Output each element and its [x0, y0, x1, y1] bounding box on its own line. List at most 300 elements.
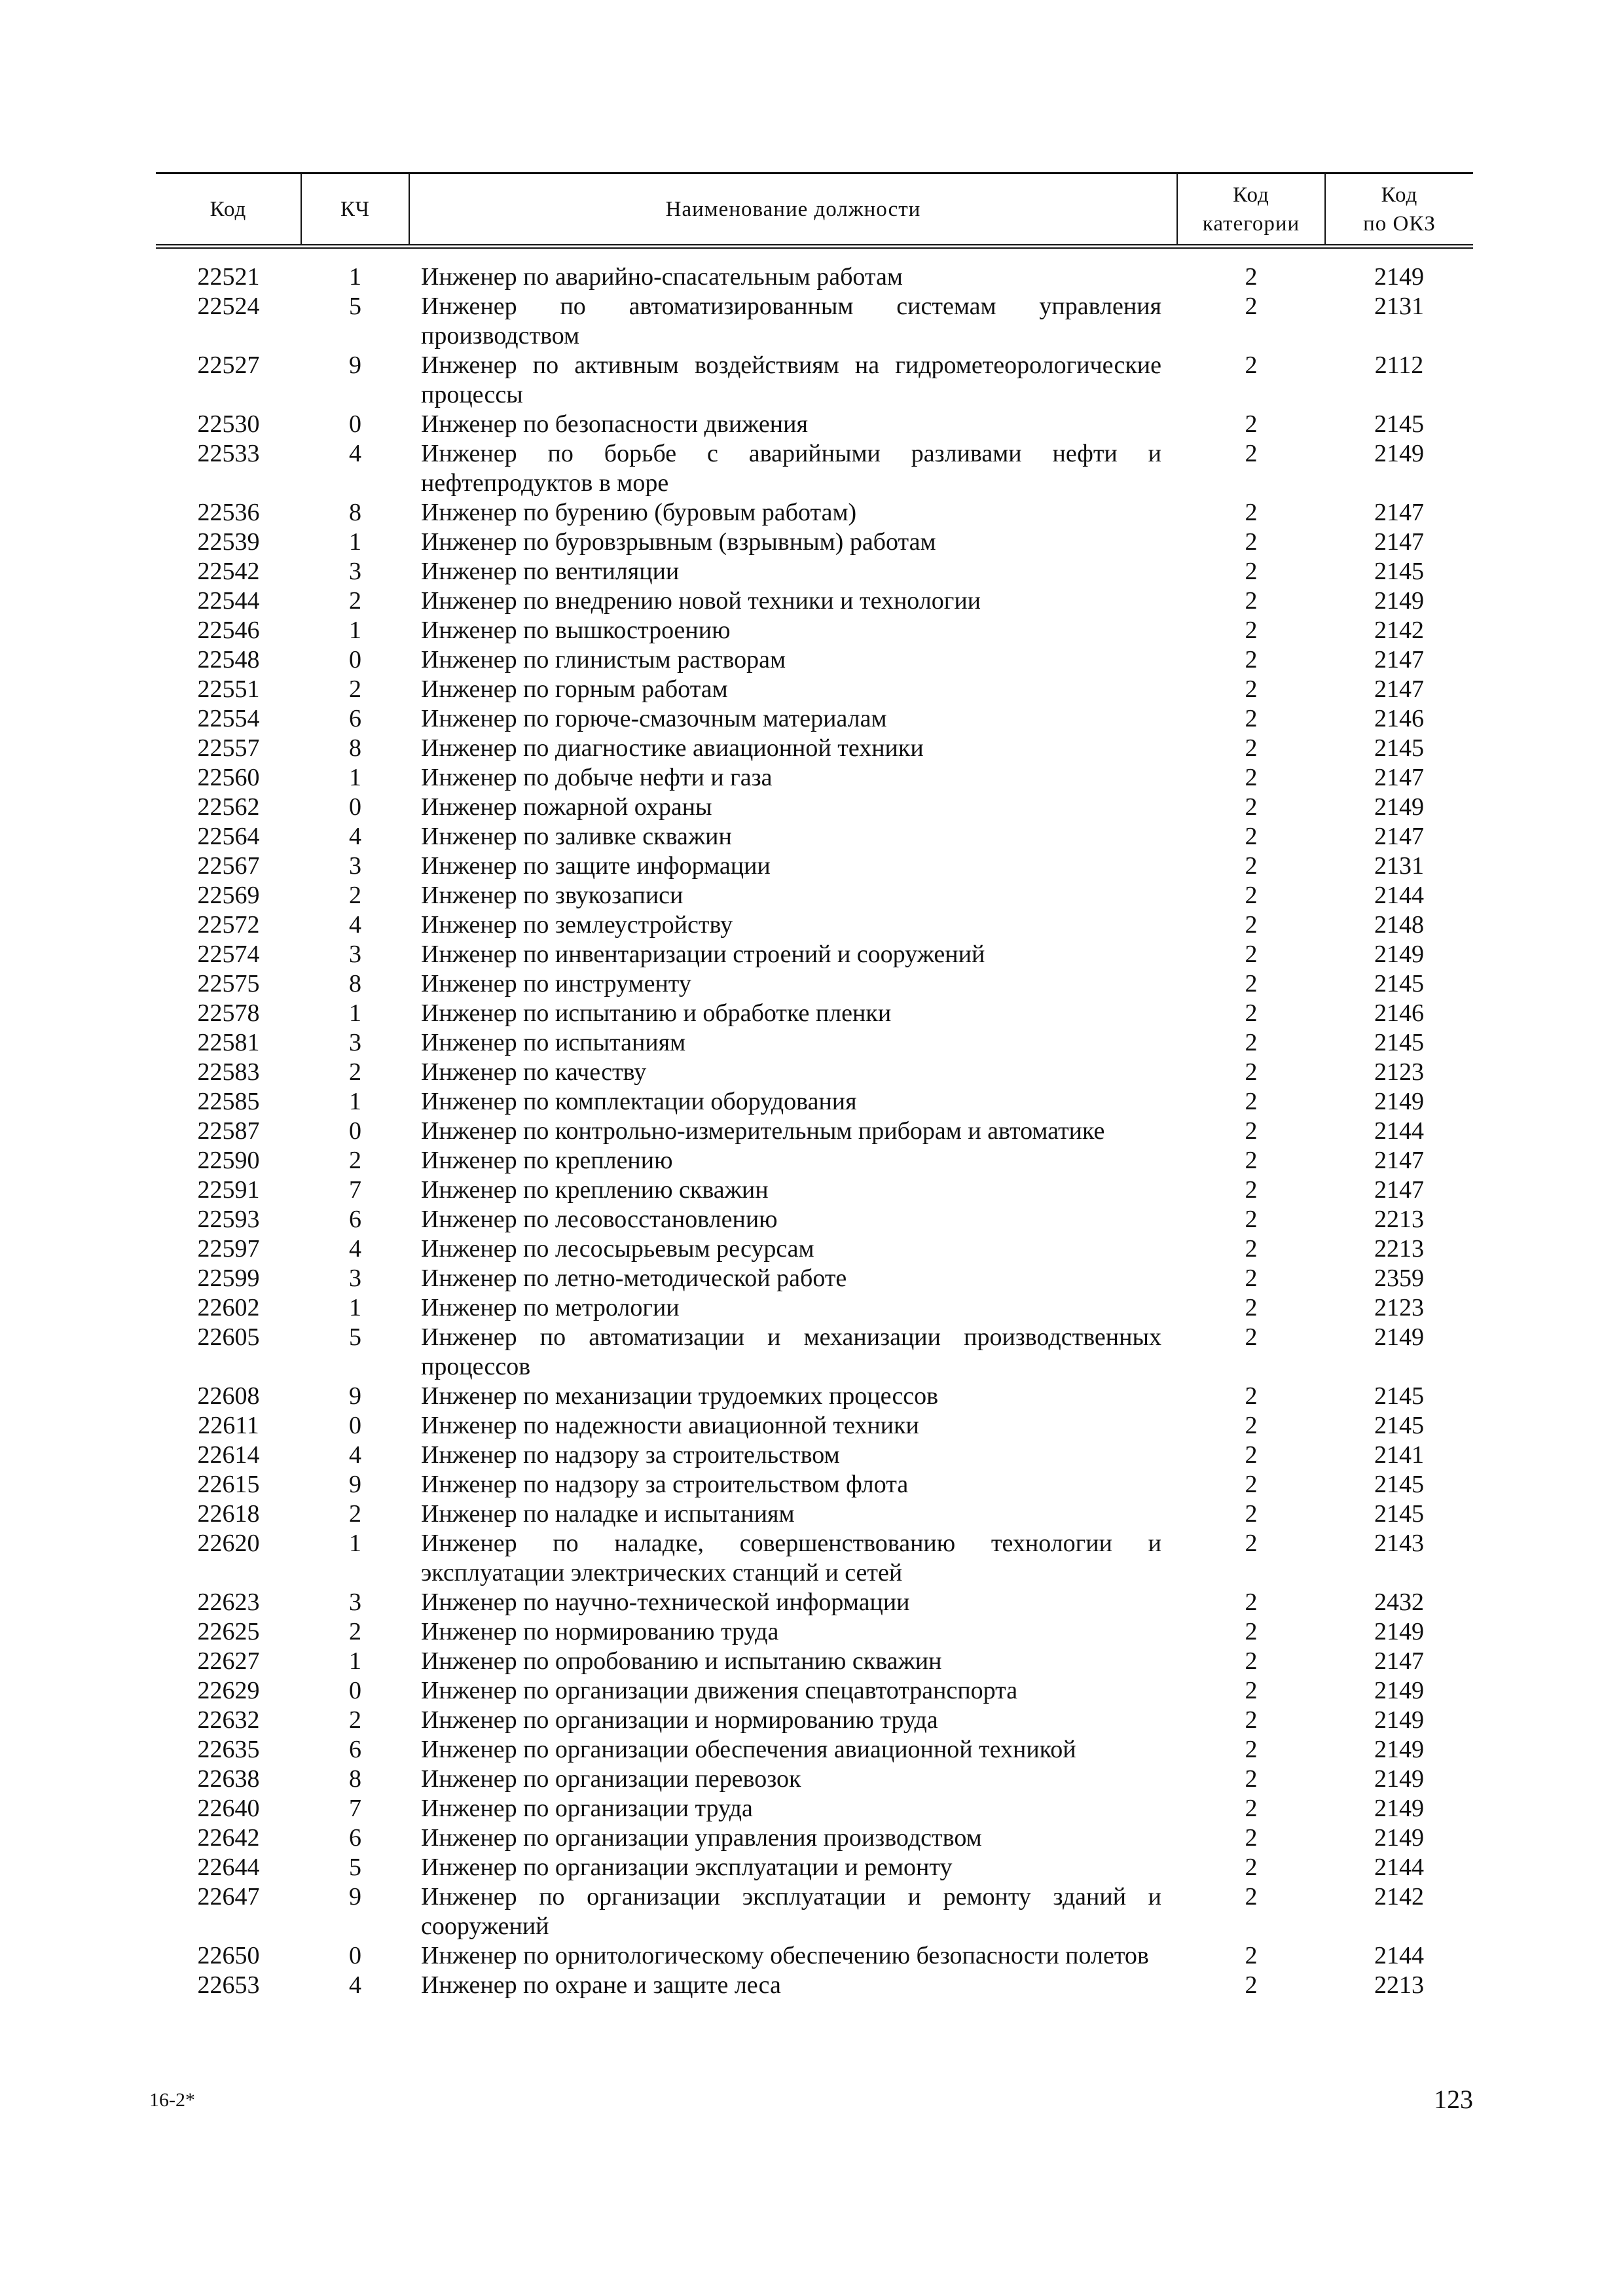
category-code-cell: 2: [1245, 646, 1258, 673]
kch-cell: 4: [349, 1441, 361, 1469]
code-cell: 22583: [197, 1058, 260, 1086]
code-cell: 22560: [197, 764, 260, 791]
okz-code-cell: 2147: [1374, 675, 1424, 703]
position-name-cell: Инженер по глинистым растворам: [421, 646, 786, 673]
kch-cell: 2: [349, 1058, 361, 1086]
code-cell: 22539: [197, 528, 260, 556]
table-row: [156, 247, 1473, 293]
category-code-cell: 2: [1245, 1323, 1258, 1351]
kch-cell: 2: [349, 587, 361, 615]
category-code-cell: 2: [1245, 852, 1258, 880]
header-category: [1177, 173, 1325, 247]
okz-code-cell: 2146: [1374, 999, 1424, 1027]
okz-code-cell: 2145: [1374, 1029, 1424, 1056]
position-name-cell: Инженер по вышкостроению: [421, 617, 731, 644]
okz-code-cell: 2149: [1374, 1736, 1424, 1763]
code-cell: 22536: [197, 499, 260, 526]
code-cell: 22578: [197, 999, 260, 1027]
table-row: [156, 1853, 1473, 1882]
okz-code-cell: 2145: [1374, 970, 1424, 997]
code-cell: 22615: [197, 1471, 260, 1498]
position-name-cell: Инженер по автоматизации и механизации производственных процессов: [421, 1323, 1161, 1380]
code-cell: 22548: [197, 646, 260, 673]
category-code-cell: 2: [1245, 882, 1258, 909]
category-code-cell: 2: [1245, 1677, 1258, 1704]
code-cell: 22608: [197, 1382, 260, 1410]
okz-code-cell: 2213: [1374, 1235, 1424, 1263]
code-cell: 22572: [197, 911, 260, 939]
okz-code-cell: 2123: [1374, 1058, 1424, 1086]
category-code-cell: 2: [1245, 1765, 1258, 1793]
position-name-cell: Инженер по горюче-смазочным материалам: [421, 705, 887, 732]
okz-code-cell: 2144: [1374, 1854, 1424, 1881]
table-row: [156, 439, 1473, 498]
table-row: [156, 969, 1473, 999]
kch-cell: 0: [349, 646, 361, 673]
position-name-cell: Инженер по безопасности движения: [421, 410, 808, 438]
okz-code-cell: 2149: [1374, 263, 1424, 291]
table-row: [156, 1441, 1473, 1470]
position-name-cell: Инженер по летно-методической работе: [421, 1265, 847, 1292]
category-code-cell: 2: [1245, 675, 1258, 703]
code-cell: 22533: [197, 440, 260, 467]
position-name-cell: Инженер по наладке и испытаниям: [421, 1500, 795, 1528]
position-name-cell: Инженер по креплению: [421, 1147, 673, 1174]
table-row: [156, 528, 1473, 557]
category-code-cell: 2: [1245, 1647, 1258, 1675]
position-name-cell: Инженер по добыче нефти и газа: [421, 764, 773, 791]
position-name-cell: Инженер по инвентаризации строений и сооружений: [421, 941, 985, 968]
table-row: [156, 410, 1473, 439]
position-name-cell: Инженер по вентиляции: [421, 558, 680, 585]
table-row: [156, 999, 1473, 1028]
category-code-cell: 2: [1245, 793, 1258, 821]
position-name-cell: Инженер по научно-технической информации: [421, 1588, 910, 1616]
kch-cell: 1: [349, 764, 361, 791]
table-row: [156, 852, 1473, 881]
position-name-cell: Инженер по нормированию труда: [421, 1618, 779, 1645]
category-code-cell: 2: [1245, 911, 1258, 939]
okz-code-cell: 2213: [1374, 1206, 1424, 1233]
table-row: [156, 1529, 1473, 1588]
code-cell: 22632: [197, 1706, 260, 1734]
okz-code-cell: 2145: [1374, 1500, 1424, 1528]
code-cell: 22587: [197, 1117, 260, 1145]
okz-code-cell: 2149: [1374, 440, 1424, 467]
position-name-cell: Инженер по инструменту: [421, 970, 691, 997]
kch-cell: 4: [349, 823, 361, 850]
code-cell: 22544: [197, 587, 260, 615]
code-cell: 22554: [197, 705, 260, 732]
category-code-cell: 2: [1245, 1206, 1258, 1233]
table-row: [156, 645, 1473, 675]
position-name-cell: Инженер по бурению (буровым работам): [421, 499, 857, 526]
kch-cell: 3: [349, 1029, 361, 1056]
position-name-cell: Инженер по аварийно-спасательным работам: [421, 263, 903, 291]
okz-code-cell: 2149: [1374, 793, 1424, 821]
position-name-cell: Инженер по буровзрывным (взрывным) работам: [421, 528, 936, 556]
position-name-cell: Инженер по организации эксплуатации и ремонту: [421, 1854, 953, 1881]
code-cell: 22620: [197, 1530, 260, 1557]
code-cell: 22644: [197, 1854, 260, 1881]
code-cell: 22623: [197, 1588, 260, 1616]
category-code-cell: 2: [1245, 823, 1258, 850]
okz-code-cell: 2149: [1374, 1824, 1424, 1852]
table-row: [156, 1499, 1473, 1529]
position-name-cell: Инженер по испытанию и обработке пленки: [421, 999, 892, 1027]
table-row: [156, 1205, 1473, 1234]
table-row: [156, 1676, 1473, 1706]
kch-cell: 8: [349, 1765, 361, 1793]
table-row: [156, 1087, 1473, 1117]
okz-code-cell: 2145: [1374, 1382, 1424, 1410]
category-code-cell: 2: [1245, 1265, 1258, 1292]
kch-cell: 2: [349, 1618, 361, 1645]
header-kch: КЧ: [301, 173, 409, 247]
table-row: [156, 910, 1473, 940]
okz-code-cell: 2141: [1374, 1441, 1424, 1469]
header-okz-line2: по ОКЗ: [1363, 211, 1436, 236]
position-name-cell: Инженер по организации и нормированию труда: [421, 1706, 938, 1734]
okz-code-cell: 2213: [1374, 1971, 1424, 1999]
okz-code-cell: 2147: [1374, 1147, 1424, 1174]
signature-mark: 16-2*: [149, 2089, 195, 2111]
kch-cell: 7: [349, 1795, 361, 1822]
code-cell: 22574: [197, 941, 260, 968]
position-name-cell: Инженер по орнитологическому обеспечению безопасности полетов: [421, 1942, 1149, 1969]
table-row: [156, 1234, 1473, 1264]
kch-cell: 1: [349, 999, 361, 1027]
kch-cell: 4: [349, 1235, 361, 1263]
category-code-cell: 2: [1245, 587, 1258, 615]
kch-cell: 0: [349, 1942, 361, 1969]
code-cell: 22640: [197, 1795, 260, 1822]
okz-code-cell: 2145: [1374, 1412, 1424, 1439]
category-code-cell: 2: [1245, 1412, 1258, 1439]
category-code-cell: 2: [1245, 705, 1258, 732]
position-name-cell: Инженер по надзору за строительством флота: [421, 1471, 909, 1498]
code-cell: 22627: [197, 1647, 260, 1675]
table-row: [156, 1117, 1473, 1146]
table-row: [156, 1323, 1473, 1382]
kch-cell: 1: [349, 1088, 361, 1115]
okz-code-cell: 2149: [1374, 1765, 1424, 1793]
kch-cell: 5: [349, 1854, 361, 1881]
category-code-cell: 2: [1245, 1824, 1258, 1852]
okz-code-cell: 2149: [1374, 1618, 1424, 1645]
category-code-cell: 2: [1245, 617, 1258, 644]
table-row: [156, 793, 1473, 822]
okz-code-cell: 2149: [1374, 941, 1424, 968]
okz-code-cell: 2432: [1374, 1588, 1424, 1616]
table-row: [156, 1971, 1473, 2000]
kch-cell: 9: [349, 1471, 361, 1498]
category-code-cell: 2: [1245, 1147, 1258, 1174]
code-cell: 22590: [197, 1147, 260, 1174]
table-row: [156, 704, 1473, 734]
okz-code-cell: 2147: [1374, 499, 1424, 526]
table-row: [156, 822, 1473, 852]
position-name-cell: Инженер по лесосырьевым ресурсам: [421, 1235, 814, 1263]
code-cell: 22564: [197, 823, 260, 850]
position-name-cell: Инженер по активным воздействиям на гидрометеорологические процессы: [421, 351, 1161, 408]
category-code-cell: 2: [1245, 1530, 1258, 1557]
position-name-cell: Инженер по наладке, совершенствованию технологии и эксплуатации электрических станций и сетей: [421, 1530, 1161, 1587]
okz-code-cell: 2112: [1374, 351, 1424, 379]
kch-cell: 5: [349, 293, 361, 320]
position-name-cell: Инженер по защите информации: [421, 852, 771, 880]
code-cell: 22575: [197, 970, 260, 997]
okz-code-cell: 2144: [1374, 1117, 1424, 1145]
kch-cell: 3: [349, 1265, 361, 1292]
okz-code-cell: 2147: [1374, 1647, 1424, 1675]
table-row: [156, 940, 1473, 969]
category-code-cell: 2: [1245, 1441, 1258, 1469]
position-name-cell: Инженер по организации эксплуатации и ремонту зданий и сооружений: [421, 1883, 1161, 1940]
code-cell: 22585: [197, 1088, 260, 1115]
kch-cell: 8: [349, 970, 361, 997]
code-cell: 22629: [197, 1677, 260, 1704]
kch-cell: 0: [349, 410, 361, 438]
kch-cell: 1: [349, 1530, 361, 1557]
code-cell: 22635: [197, 1736, 260, 1763]
table-row: [156, 1941, 1473, 1971]
code-cell: 22597: [197, 1235, 260, 1263]
category-code-cell: 2: [1245, 1736, 1258, 1763]
kch-cell: 0: [349, 793, 361, 821]
kch-cell: 1: [349, 263, 361, 291]
category-code-cell: 2: [1245, 499, 1258, 526]
table-row: [156, 1058, 1473, 1087]
table-row: [156, 1264, 1473, 1293]
table-row: [156, 1470, 1473, 1499]
table-row: [156, 1706, 1473, 1735]
okz-code-cell: 2147: [1374, 646, 1424, 673]
category-code-cell: 2: [1245, 558, 1258, 585]
code-cell: 22521: [197, 263, 260, 291]
kch-cell: 6: [349, 1736, 361, 1763]
kch-cell: 8: [349, 499, 361, 526]
kch-cell: 9: [349, 351, 361, 379]
okz-code-cell: 2145: [1374, 558, 1424, 585]
position-name-cell: Инженер пожарной охраны: [421, 793, 712, 821]
kch-cell: 3: [349, 852, 361, 880]
category-code-cell: 2: [1245, 1117, 1258, 1145]
okz-code-cell: 2147: [1374, 823, 1424, 850]
code-cell: 22647: [197, 1883, 260, 1910]
okz-code-cell: 2145: [1374, 734, 1424, 762]
category-code-cell: 2: [1245, 941, 1258, 968]
kch-cell: 5: [349, 1323, 361, 1351]
code-cell: 22530: [197, 410, 260, 438]
table-row: [156, 675, 1473, 704]
category-code-cell: 2: [1245, 1618, 1258, 1645]
category-code-cell: 2: [1245, 351, 1258, 379]
kch-cell: 1: [349, 617, 361, 644]
position-name-cell: Инженер по звукозаписи: [421, 882, 684, 909]
position-name-cell: Инженер по внедрению новой техники и технологии: [421, 587, 981, 615]
kch-cell: 3: [349, 941, 361, 968]
category-code-cell: 2: [1245, 1854, 1258, 1881]
position-name-cell: Инженер по комплектации оборудования: [421, 1088, 857, 1115]
kch-cell: 8: [349, 734, 361, 762]
position-name-cell: Инженер по испытаниям: [421, 1029, 686, 1056]
kch-cell: 7: [349, 1176, 361, 1204]
table-row: [156, 1882, 1473, 1941]
table-row: [156, 1293, 1473, 1323]
okz-code-cell: 2142: [1374, 617, 1424, 644]
position-name-cell: Инженер по заливке скважин: [421, 823, 732, 850]
code-cell: 22625: [197, 1618, 260, 1645]
code-cell: 22618: [197, 1500, 260, 1528]
kch-cell: 4: [349, 1971, 361, 1999]
category-code-cell: 2: [1245, 440, 1258, 467]
category-code-cell: 2: [1245, 1588, 1258, 1616]
category-code-cell: 2: [1245, 970, 1258, 997]
table-body: [156, 247, 1473, 2001]
position-name-cell: Инженер по организации перевозок: [421, 1765, 801, 1793]
code-cell: 22614: [197, 1441, 260, 1469]
code-cell: 22546: [197, 617, 260, 644]
position-name-cell: Инженер по охране и защите леса: [421, 1971, 781, 1999]
position-name-cell: Инженер по надежности авиационной техники: [421, 1412, 919, 1439]
kch-cell: 6: [349, 1824, 361, 1852]
code-cell: 22653: [197, 1971, 260, 1999]
category-code-cell: 2: [1245, 1058, 1258, 1086]
position-name-cell: Инженер по контрольно-измерительным приборам и автоматике: [421, 1117, 1105, 1145]
code-cell: 22602: [197, 1294, 260, 1321]
okz-code-cell: 2131: [1374, 293, 1424, 320]
kch-cell: 1: [349, 528, 361, 556]
position-name-cell: Инженер по организации управления производством: [421, 1824, 982, 1852]
category-code-cell: 2: [1245, 1500, 1258, 1528]
category-code-cell: 2: [1245, 528, 1258, 556]
position-name-cell: Инженер по механизации трудоемких процессов: [421, 1382, 939, 1410]
header-name: Наименование должности: [409, 173, 1177, 247]
kch-cell: 2: [349, 1147, 361, 1174]
position-name-cell: Инженер по борьбе с аварийными разливами нефти и нефтепродуктов в море: [421, 440, 1161, 497]
code-cell: 22638: [197, 1765, 260, 1793]
table-row: [156, 292, 1473, 351]
position-name-cell: Инженер по опробованию и испытанию скважин: [421, 1647, 942, 1675]
table-row: [156, 1823, 1473, 1853]
category-code-cell: 2: [1245, 764, 1258, 791]
category-code-cell: 2: [1245, 999, 1258, 1027]
category-code-cell: 2: [1245, 1706, 1258, 1734]
table-row: [156, 557, 1473, 586]
code-cell: 22650: [197, 1942, 260, 1969]
okz-code-cell: 2147: [1374, 528, 1424, 556]
code-cell: 22524: [197, 293, 260, 320]
category-code-cell: 2: [1245, 1176, 1258, 1204]
category-code-cell: 2: [1245, 1883, 1258, 1910]
okz-code-cell: 2146: [1374, 705, 1424, 732]
category-code-cell: 2: [1245, 293, 1258, 320]
table-row: [156, 1175, 1473, 1205]
table-row: [156, 1146, 1473, 1175]
table-row: [156, 881, 1473, 910]
position-name-cell: Инженер по надзору за строительством: [421, 1441, 840, 1469]
position-name-cell: Инженер по диагностике авиационной техники: [421, 734, 924, 762]
kch-cell: 2: [349, 882, 361, 909]
position-name-cell: Инженер по метрологии: [421, 1294, 680, 1321]
table-row: [156, 1382, 1473, 1411]
category-code-cell: 2: [1245, 1382, 1258, 1410]
kch-cell: 6: [349, 705, 361, 732]
position-name-cell: Инженер по горным работам: [421, 675, 728, 703]
table-row: [156, 1765, 1473, 1794]
table-row: [156, 1647, 1473, 1676]
code-cell: 22593: [197, 1206, 260, 1233]
position-name-cell: Инженер по организации движения спецавтотранспорта: [421, 1677, 1018, 1704]
table-row: [156, 616, 1473, 645]
kch-cell: 4: [349, 440, 361, 467]
okz-code-cell: 2149: [1374, 1795, 1424, 1822]
okz-code-cell: 2145: [1374, 1471, 1424, 1498]
okz-code-cell: 2147: [1374, 1176, 1424, 1204]
kch-cell: 9: [349, 1382, 361, 1410]
code-cell: 22569: [197, 882, 260, 909]
category-code-cell: 2: [1245, 1088, 1258, 1115]
kch-cell: 0: [349, 1412, 361, 1439]
header-okz: [1325, 173, 1473, 247]
code-cell: 22642: [197, 1824, 260, 1852]
okz-code-cell: 2149: [1374, 1088, 1424, 1115]
kch-cell: 0: [349, 1677, 361, 1704]
code-cell: 22551: [197, 675, 260, 703]
kch-cell: 6: [349, 1206, 361, 1233]
category-code-cell: 2: [1245, 734, 1258, 762]
code-cell: 22562: [197, 793, 260, 821]
okz-code-cell: 2359: [1374, 1265, 1424, 1292]
table-header-row: [156, 173, 1473, 247]
okz-code-cell: 2143: [1374, 1530, 1424, 1557]
header-kod: Код: [156, 173, 301, 247]
okz-code-cell: 2142: [1374, 1883, 1424, 1910]
code-cell: 22599: [197, 1265, 260, 1292]
table-row: [156, 734, 1473, 763]
okz-code-cell: 2149: [1374, 1323, 1424, 1351]
header-category-line1: Код: [1233, 183, 1269, 207]
table-row: [156, 498, 1473, 528]
category-code-cell: 2: [1245, 1235, 1258, 1263]
okz-code-cell: 2149: [1374, 1677, 1424, 1704]
code-cell: 22567: [197, 852, 260, 880]
position-name-cell: Инженер по организации труда: [421, 1795, 753, 1822]
category-code-cell: 2: [1245, 263, 1258, 291]
code-cell: 22591: [197, 1176, 260, 1204]
category-code-cell: 2: [1245, 410, 1258, 438]
position-name-cell: Инженер по организации обеспечения авиационной техникой: [421, 1736, 1076, 1763]
okz-code-cell: 2144: [1374, 882, 1424, 909]
kch-cell: 0: [349, 1117, 361, 1145]
table-row: [156, 1028, 1473, 1058]
category-code-cell: 2: [1245, 1942, 1258, 1969]
kch-cell: 1: [349, 1647, 361, 1675]
okz-code-cell: 2144: [1374, 1942, 1424, 1969]
kch-cell: 9: [349, 1883, 361, 1910]
table-row: [156, 1411, 1473, 1441]
code-cell: 22557: [197, 734, 260, 762]
code-cell: 22527: [197, 351, 260, 379]
table-row: [156, 1735, 1473, 1765]
page-number: 123: [1434, 2085, 1473, 2114]
position-name-cell: Инженер по автоматизированным системам управления производством: [421, 293, 1161, 350]
position-name-cell: Инженер по качеству: [421, 1058, 647, 1086]
category-code-cell: 2: [1245, 1795, 1258, 1822]
table-row: [156, 351, 1473, 410]
position-name-cell: Инженер по землеустройству: [421, 911, 733, 939]
